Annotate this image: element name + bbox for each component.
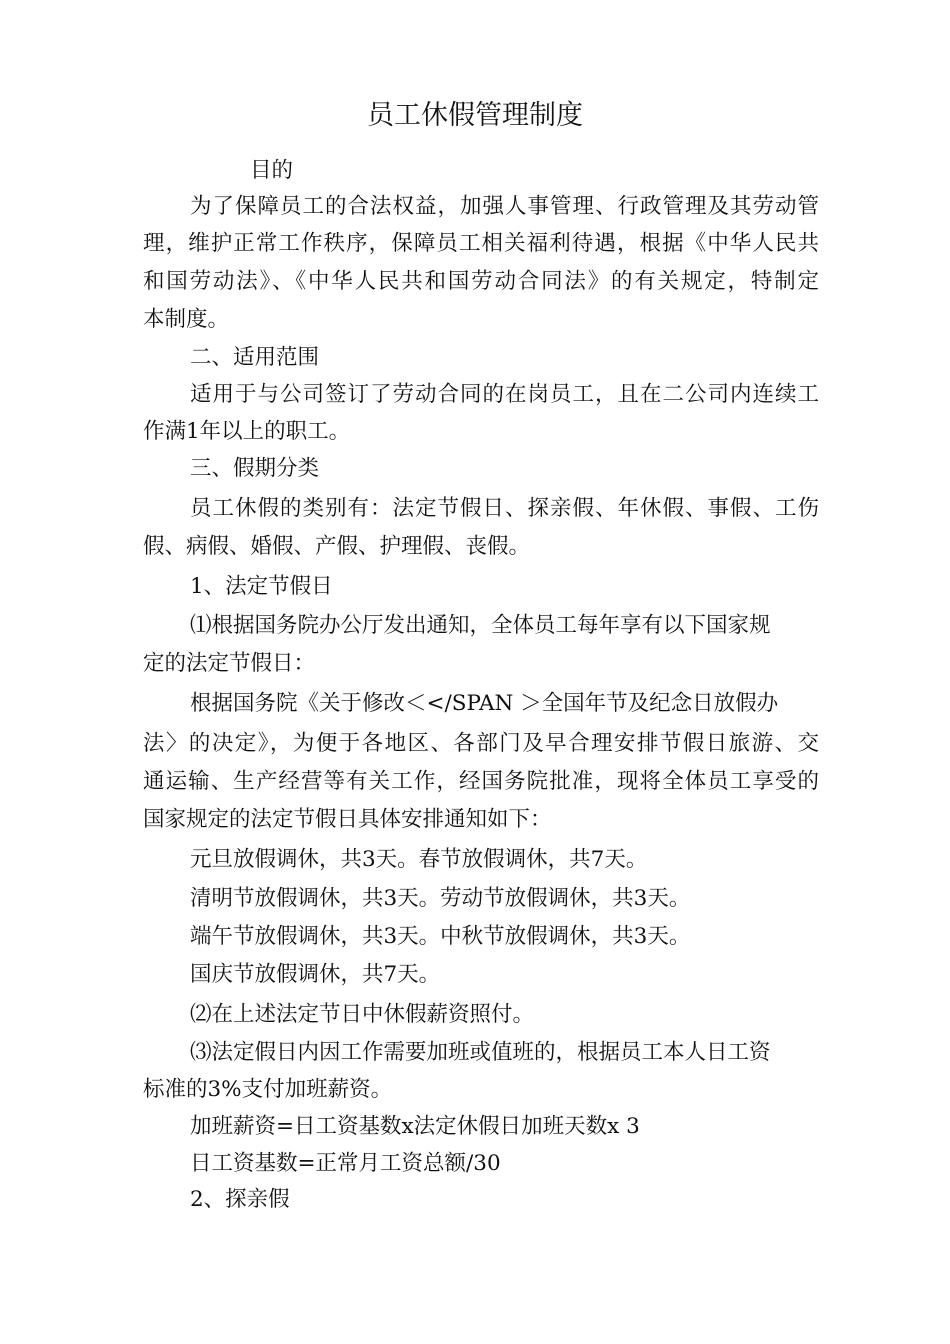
section-heading-leave-types: 三、假期分类 xyxy=(190,456,320,481)
paragraph-line: 国家规定的法定节假日具体安排通知如下： xyxy=(143,807,552,832)
paragraph-line: 为了保障员工的合法权益，加强人事管理、行政管理及其劳动管 xyxy=(190,194,819,219)
holiday-line: 清明节放假调休，共3天。劳动节放假调休，共3天。 xyxy=(190,886,691,911)
section-heading-purpose: 目的 xyxy=(250,158,294,183)
paragraph-line: 通运输、生产经营等有关工作，经国务院批准，现将全体员工享受的 xyxy=(143,769,819,794)
holiday-line: 端午节放假调休，共3天。中秋节放假调休，共3天。 xyxy=(190,924,691,949)
formula-line: 日工资基数=正常月工资总额/30 xyxy=(190,1151,501,1176)
paragraph-line: 和国劳动法》、《中华人民共和国劳动合同法》的有关规定，特制定 xyxy=(143,269,819,294)
paragraph-line: 根据国务院《关于修改＜</SPAN ＞全国年节及纪念日放假办 xyxy=(190,691,779,716)
paragraph-line: 标准的3%支付加班薪资。 xyxy=(143,1077,393,1102)
paragraph-line: 定的法定节假日： xyxy=(143,651,316,676)
paragraph-line: 适用于与公司签订了劳动合同的在岗员工，且在二公司内连续工 xyxy=(190,382,819,407)
paragraph-line: ⑴根据国务院办公厅发出通知，全体员工每年享有以下国家规 xyxy=(190,613,771,638)
paragraph-line: 理，维护正常工作秩序，保障员工相关福利待遇，根据《中华人民共 xyxy=(143,231,819,256)
section-heading-scope: 二、适用范围 xyxy=(190,345,320,370)
holiday-line: 国庆节放假调休，共7天。 xyxy=(190,962,441,987)
paragraph-line: ⑶法定假日内因工作需要加班或值班的，根据员工本人日工资 xyxy=(190,1040,771,1065)
paragraph-line: 法〉的决定》，为便于各地区、各部门及早合理安排节假日旅游、交 xyxy=(143,731,819,756)
formula-line: 加班薪资=日工资基数x法定休假日加班天数x 3 xyxy=(190,1114,640,1139)
subsection-heading-home-leave: 2、探亲假 xyxy=(190,1187,290,1212)
holiday-line: 元旦放假调休，共3天。春节放假调休，共7天。 xyxy=(190,847,648,872)
paragraph-line: 假、病假、婚假、产假、护理假、丧假。 xyxy=(143,534,531,559)
subsection-heading-holidays: 1、法定节假日 xyxy=(190,574,333,599)
paragraph-line: 作满1年以上的职工。 xyxy=(143,419,351,444)
paragraph-line: 本制度。 xyxy=(143,307,230,332)
paragraph-line: ⑵在上述法定节日中休假薪资照付。 xyxy=(190,1002,535,1027)
document-title: 员工休假管理制度 xyxy=(367,100,583,131)
paragraph-line: 员工休假的类别有：法定节假日、探亲假、年休假、事假、工伤 xyxy=(190,496,819,521)
